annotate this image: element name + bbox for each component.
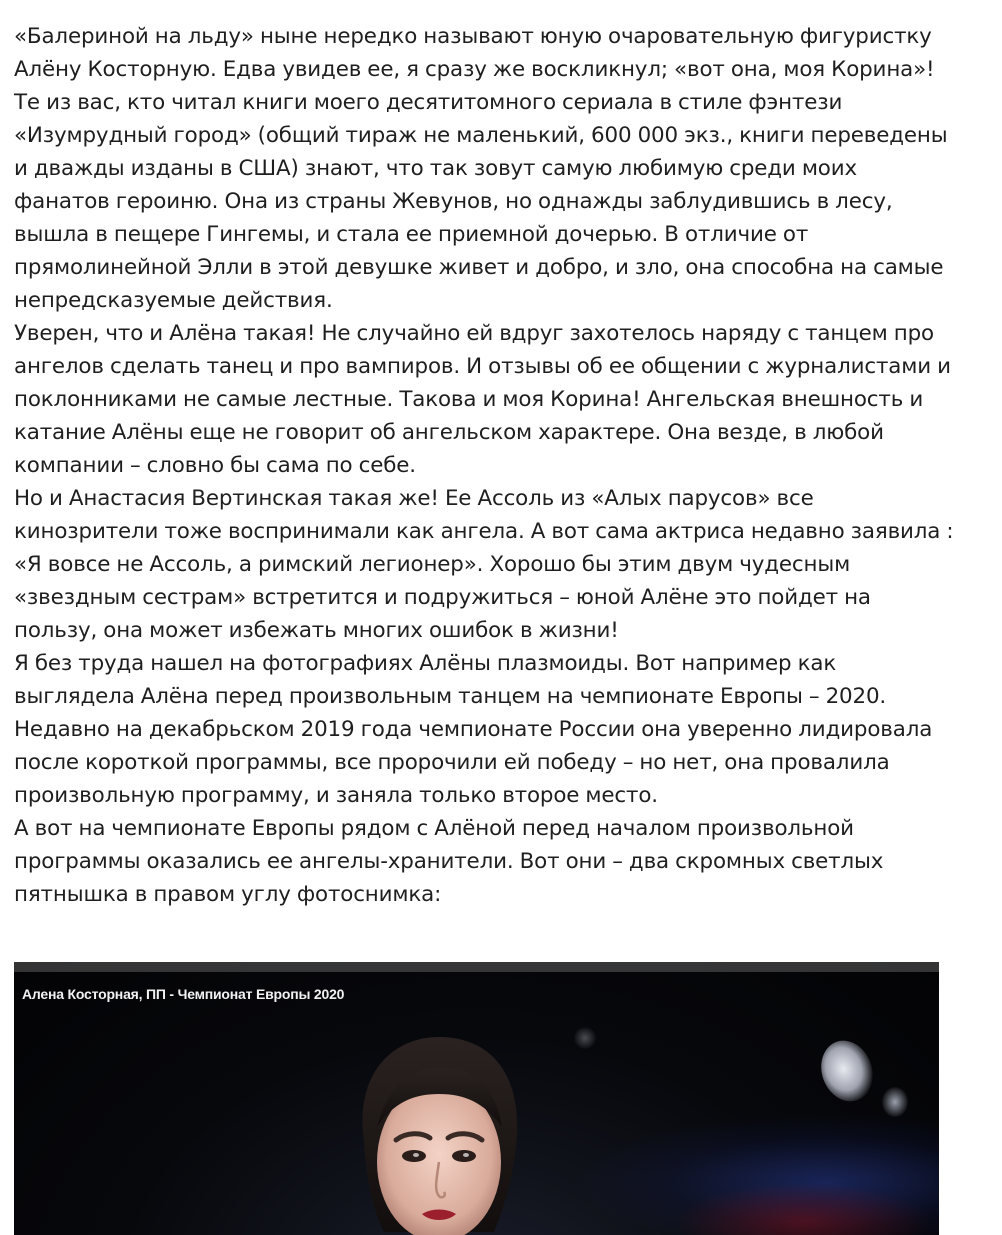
paragraph-5: А вот на чемпионате Европы рядом с Алёной перед началом произвольной программы оказались ее ангелы-хранители. Вот они – два скромных светлых пятнышка в правом углу фотоснимка: (14, 816, 884, 907)
skater-photo (14, 962, 939, 1235)
paragraph-3: Но и Анастасия Вертинская такая же! Ее Ассоль из «Алых парусов» все кинозрители тоже воспринимали как ангела. А вот сама актриса недавно заявила : «Я вовсе не Ассоль, а римский легионер». Хорошо бы этим двум чудесным «звездным сестрам» встретится и подружиться – юной Алёне это пойдет на пользу, она может избежать многих ошибок в жизни! (14, 486, 954, 643)
light-spot-large (813, 1033, 881, 1108)
light-spot-faint (574, 1027, 596, 1049)
article-body (14, 20, 954, 911)
photo-top-band (14, 962, 939, 972)
arena-red-glow (674, 1182, 934, 1235)
photo-caption: Алена Косторная, ПП - Чемпионат Европы 2020 (22, 986, 345, 1002)
light-spot-small (882, 1087, 908, 1117)
paragraph-2: Уверен, что и Алёна такая! Не случайно ей вдруг захотелось наряду с танцем про ангелов сделать танец и про вампиров. И отзывы об ее общении с журналистами и поклонниками не самые лестные. Такова и моя Корина! Ангельская внешность и катание Алёны еще не говорит об ангельском характере. Она везде, в любой компании – словно бы сама по себе. (14, 321, 951, 478)
paragraph-1: «Балериной на льду» ныне нередко называют юную очаровательную фигуристку Алёну Косторную. Едва увидев ее, я сразу же воскликнул; «вот она, моя Корина»! Те из вас, кто читал книги моего десятитомного сериала в стиле фэнтези «Изумрудный город» (общий тираж не маленький, 600 000 экз., книги переведены и дважды изданы в США) знают, что так зовут самую любимую среди моих фанатов героиню. Она из страны Жевунов, но однажды заблудившись в лесу, вышла в пещере Гингемы, и стала ее приемной дочерью. В отличие от прямолинейной Элли в этой девушке живет и добро, и зло, она способна на самые непредсказуемые действия. (14, 24, 948, 313)
skater-portrait (344, 1032, 534, 1235)
paragraph-4: Я без труда нашел на фотографиях Алёны плазмоиды. Вот например как выглядела Алёна перед произвольным танцем на чемпионате Европы – 2020. Недавно на декабрьском 2019 года чемпионате России она уверенно лидировала после короткой программы, все пророчили ей победу – но нет, она провалила произвольную программу, и заняла только второе место. (14, 651, 933, 808)
